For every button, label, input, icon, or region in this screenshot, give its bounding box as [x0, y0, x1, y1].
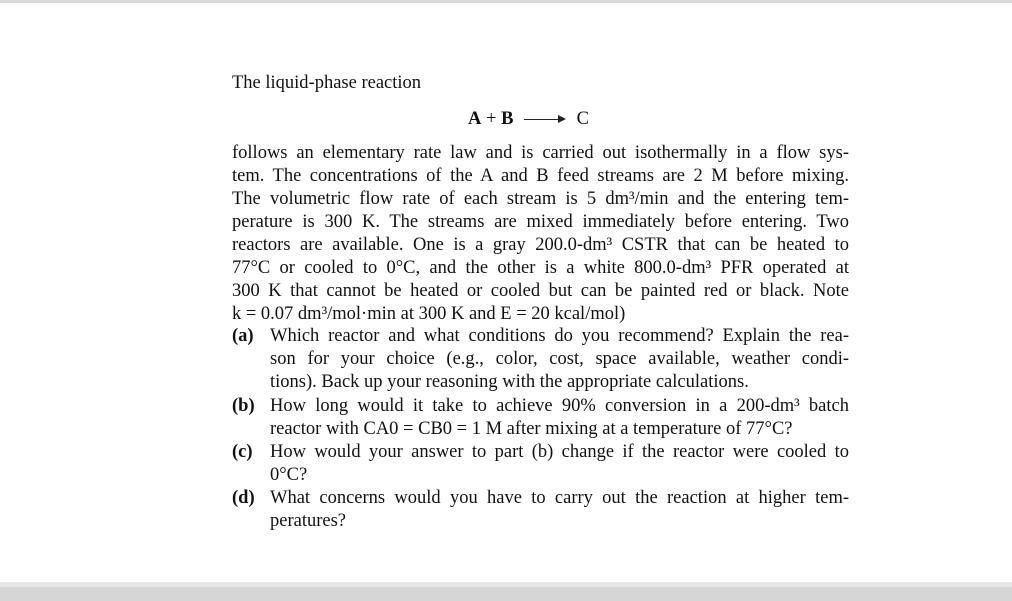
problem-intro: The liquid-phase reaction — [232, 73, 422, 93]
body-line: reactors are available. One is a gray 200.0-dm³ CSTR that can be heated to — [232, 235, 849, 255]
product-c: C — [576, 109, 589, 129]
body-line: 300 K that cannot be heated or cooled but can be painted red or black. Note — [232, 281, 849, 301]
part-d-label: (d) — [232, 488, 255, 508]
part-a-line: Which reactor and what conditions do you recommend? Explain the rea- — [270, 326, 849, 346]
reaction-arrow-icon — [524, 115, 566, 125]
plus-sign: + — [486, 109, 497, 129]
body-line: tem. The concentrations of the A and B feed streams are 2 M before mixing. — [232, 166, 849, 186]
reactant-b: B — [501, 109, 514, 129]
part-a-line: son for your choice (e.g., color, cost, space available, weather condi- — [270, 349, 849, 369]
body-line: The volumetric flow rate of each stream is 5 dm³/min and the entering tem- — [232, 189, 849, 209]
part-b-line: How long would it take to achieve 90% conversion in a 200-dm³ batch — [270, 396, 849, 416]
part-d-line: peratures? — [270, 511, 347, 531]
part-a-line: tions). Back up your reasoning with the appropriate calculations. — [270, 372, 749, 392]
bottom-shadow-band — [0, 582, 1012, 601]
part-d-line: What concerns would you have to carry out the reaction at higher tem- — [270, 488, 849, 508]
reaction-equation — [468, 108, 589, 130]
body-line: 77°C or cooled to 0°C, and the other is a white 800.0-dm³ PFR operated at — [232, 258, 849, 278]
part-c-label: (c) — [232, 442, 253, 462]
body-line: perature is 300 K. The streams are mixed immediately before entering. Two — [232, 212, 849, 232]
part-c-line: 0°C? — [270, 465, 308, 485]
reactant-a: A — [468, 109, 482, 129]
part-a-label: (a) — [232, 326, 254, 346]
part-b-label: (b) — [232, 396, 255, 416]
part-b-line: reactor with CA0 = CB0 = 1 M after mixing at a temperature of 77°C? — [270, 419, 793, 439]
body-line: follows an elementary rate law and is carried out isothermally in a flow sys- — [232, 143, 849, 163]
part-c-line: How would your answer to part (b) change if the reactor were cooled to — [270, 442, 849, 462]
body-line: k = 0.07 dm³/mol·min at 300 K and E = 20 kcal/mol) — [232, 304, 626, 324]
